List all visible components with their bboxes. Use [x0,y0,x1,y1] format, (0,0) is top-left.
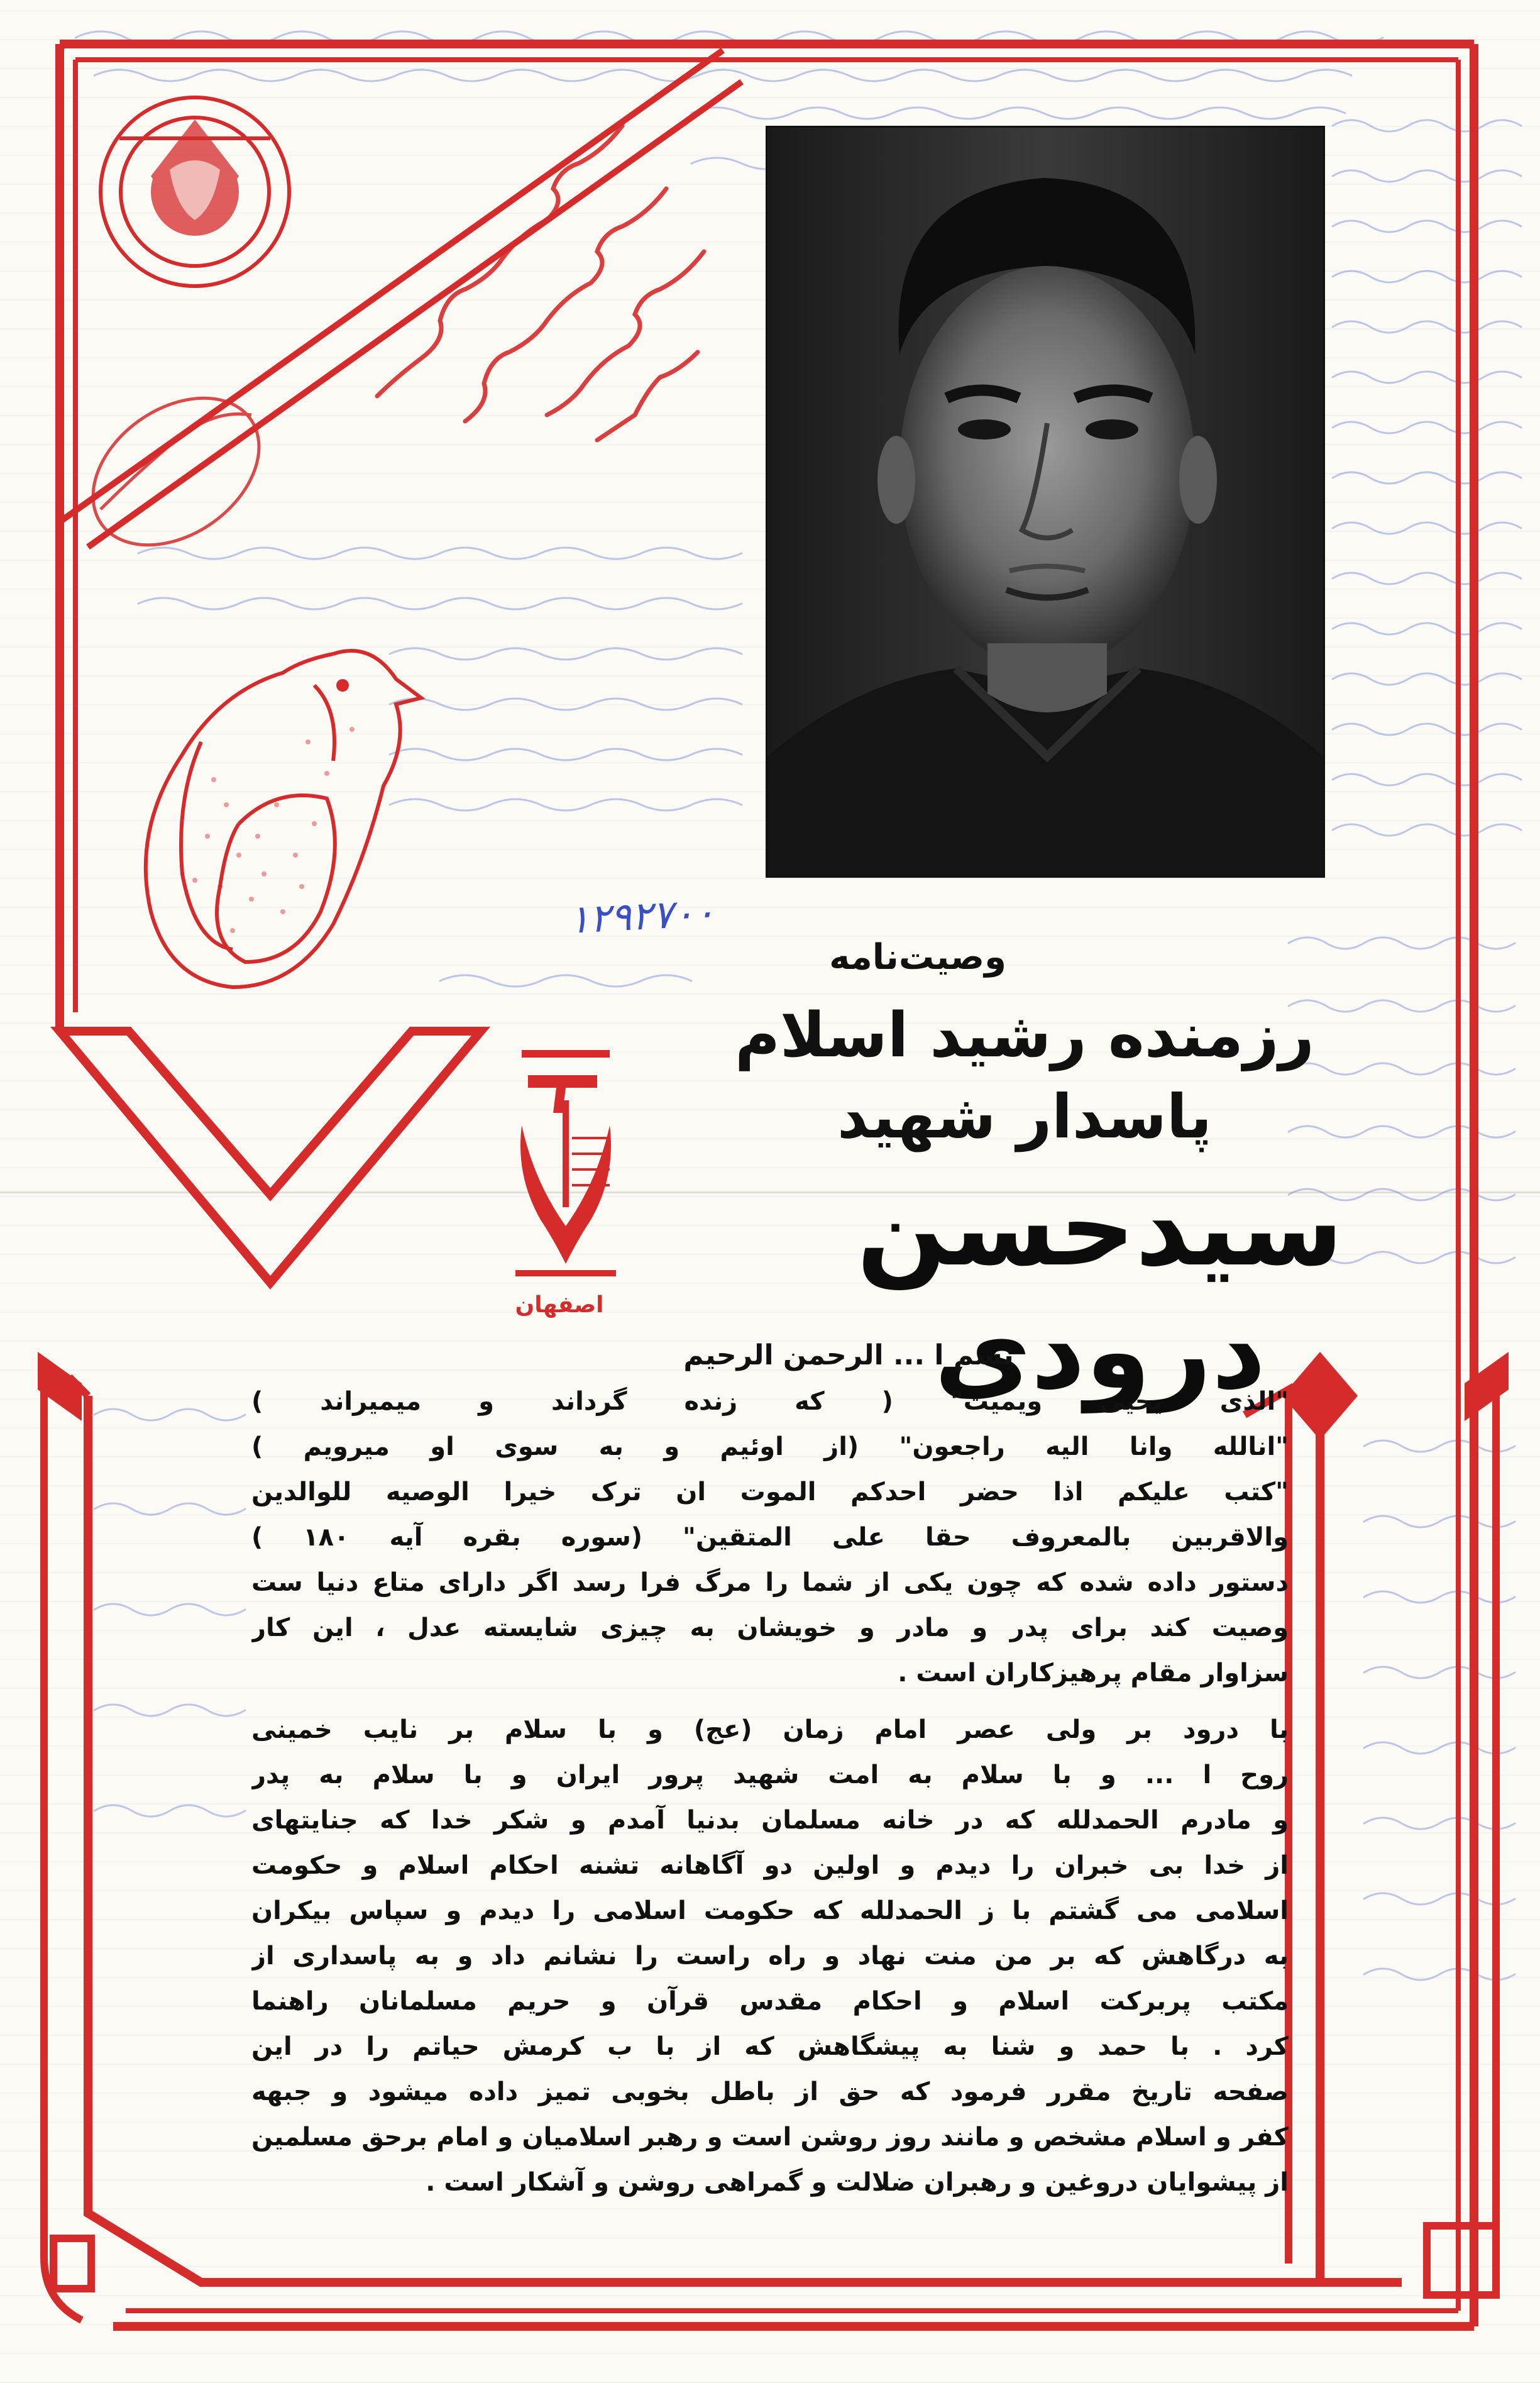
letter-line: دستور داده شده که چون یکی از شما را مرگ فرا رسد اگر دارای متاع دنیا ست [251,1568,1289,1597]
letter-body [251,1381,1289,2217]
letter-line: "کتب علیکم اذا حضر احدکم الموت ان ترک خیرا الوصیه للوالدین [251,1478,1289,1507]
heading-line-2: پاسدار شهید [837,1081,1212,1152]
letter-line: والاقربین بالمعروف حقا علی المتقین" (سوره بقره آیه ۱۸۰ ) [251,1523,1289,1552]
portrait-icon [767,128,1323,876]
letter-line: با درود بر ولی عصر امام زمان (عج) و با سلام بر نایب خمینی [251,1715,1289,1744]
letter-line: به درگاهش که بر من منت نهاد و راه راست را نشانم داد و به پاسداری از [251,1942,1289,1971]
handwritten-number: ۱۲۹۲۷۰۰ [567,888,717,943]
letter-line: وصیت کند برای پدر و مادر و خویشان به چیزی شایسته عدل ، این کار [251,1613,1289,1642]
letter-line: و مادرم الحمدلله که در خانه مسلمان بدنیا آمدم و شکر خدا که جنایتهای [251,1806,1289,1835]
sepah-emblem-icon [503,1037,629,1289]
letter-line: صفحه تاریخ مقرر فرمود که حق از باطل بخوبی تمیز داده میشود و جبهه [251,2077,1289,2106]
portrait-photo [766,126,1325,878]
letter-line: کرد . با حمد و شنا به پیشگاهش که از با ب کرمش حیاتم را در این [251,2032,1289,2061]
red-handwritten-note-icon [295,88,735,528]
dove-icon [126,616,453,1006]
bismillah: بسم ا ... الرحمن الرحیم [683,1339,1014,1371]
letter-line: کفر و اسلام مشخص و مانند روز روشن است و رهبر اسلامیان و امام برحق مسلمین [251,2123,1289,2152]
letter-line: از پیشوایان دروغین و رهبران ضلالت و گمراهی روشن و آشکار است . [426,2168,1289,2197]
letter-line: مکتب پربرکت اسلام و احکام مقدس قرآن و حریم مسلمانان راهنما [251,1987,1289,2016]
letter-line: "الذی یحیی ویمیت" ( که زنده گرداند و میمیراند ) [251,1387,1289,1416]
stamp-seal-icon [75,390,277,553]
letter-line: اسلامی می گشتم با ز الحمدلله که حکومت اسلامی را دیدم و سپاس بیکران [251,1896,1289,1925]
heading-wasiyat-nameh: وصیت‌نامه [829,937,1006,978]
letter-line: از خدا بی خبران را دیدم و اولین دو آگاهانه تشنه احکام اسلام و حکومت [251,1851,1289,1880]
heading-line-1: رزمنده رشید اسلام [735,1000,1314,1071]
emblem-icon [94,82,295,302]
letter-line: سزاوار مقام پرهیزکاران است . [898,1659,1289,1688]
letter-line: "انالله وانا الیه راجعون" (از اوئیم و به سوی او میرویم ) [251,1432,1289,1461]
martyr-name: سیدحسن درودی [856,1166,1344,1413]
emblem-caption: اصفهان [515,1292,604,1318]
letter-line: روح ا ... و با سلام به امت شهید پرور ایران و با سلام به پدر [251,1761,1289,1789]
